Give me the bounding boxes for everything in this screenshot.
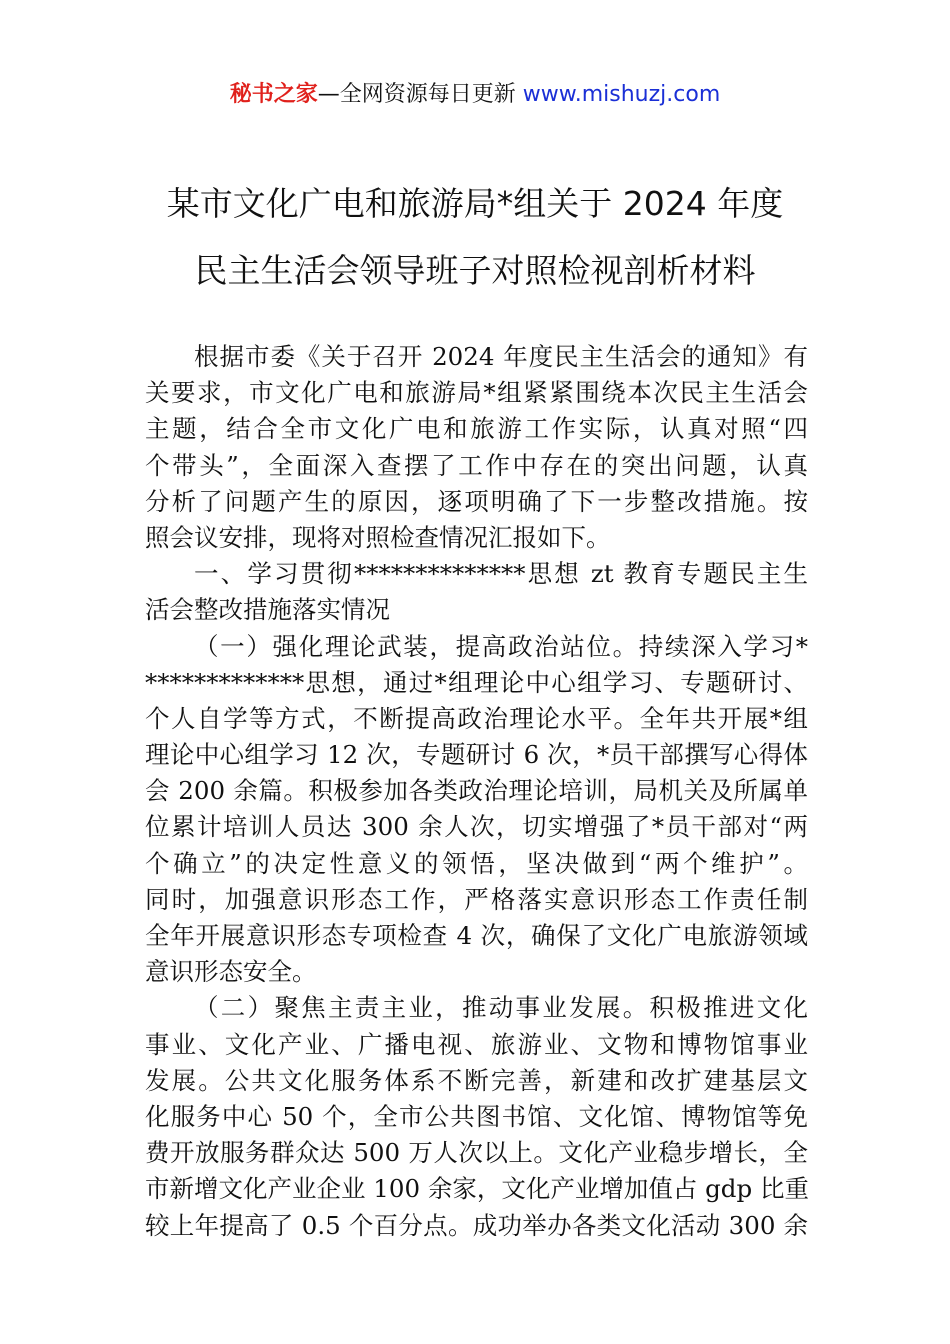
document-body <box>145 339 808 1244</box>
brand-name: 秘书之家 <box>229 82 318 107</box>
body-line: 费开放服务群众达 500 万人次以上。文化产业稳步增长，全 <box>145 1138 808 1168</box>
site-header <box>0 80 950 110</box>
section-heading-line: 一、学习贯彻**************思想 zt 教育专题民主生 <box>194 559 808 589</box>
document-title-line-2: 民主生活会领导班子对照检视剖析材料 <box>194 251 756 290</box>
body-line: 个确立”的决定性意义的领悟，坚决做到“两个维护”。 <box>145 848 808 878</box>
body-line: 理论中心组学习 12 次，专题研讨 6 次，*员干部撰写心得体 <box>145 740 808 770</box>
body-line: 较上年提高了 0.5 个百分点。成功举办各类文化活动 300 余 <box>145 1210 808 1240</box>
body-line: 同时，加强意识形态工作，严格落实意识形态工作责任制 <box>145 884 808 914</box>
body-line: 个带头”，全面深入查摆了工作中存在的突出问题，认真 <box>145 450 808 480</box>
body-line: 分析了问题产生的原因，逐项明确了下一步整改措施。按 <box>145 486 808 516</box>
body-line: 主题，结合全市文化广电和旅游工作实际，认真对照“四 <box>145 414 808 444</box>
header-tagline: —全网资源每日更新 <box>317 82 523 107</box>
body-line: 意识形态安全。 <box>145 957 317 987</box>
body-line: 化服务中心 50 个，全市公共图书馆、文化馆、博物馆等免 <box>145 1101 808 1131</box>
body-line: 会 200 余篇。积极参加各类政治理论培训，局机关及所属单 <box>145 776 808 806</box>
body-line: 个人自学等方式，不断提高政治理论水平。全年共开展*组 <box>145 703 808 733</box>
body-line: 照会议安排，现将对照检查情况汇报如下。 <box>145 522 611 552</box>
document-title-line-1: 某市文化广电和旅游局*组关于 2024 年度 <box>166 184 784 223</box>
body-line: 全年开展意识形态专项检查 4 次，确保了文化广电旅游领域 <box>145 921 808 950</box>
body-line: （二）聚焦主责主业，推动事业发展。积极推进文化 <box>194 993 808 1023</box>
body-line: 关要求，市文化广电和旅游局*组紧紧围绕本次民主生活会 <box>145 378 808 408</box>
body-line: *************思想，通过*组理论中心组学习、专题研讨、 <box>145 667 808 697</box>
site-url-link[interactable]: www.mishuzj.com <box>522 82 721 107</box>
section-heading-line: 活会整改措施落实情况 <box>145 595 390 625</box>
body-line: （一）强化理论武装，提高政治站位。持续深入学习* <box>194 631 808 661</box>
body-line: 发展。公共文化服务体系不断完善，新建和改扩建基层文 <box>145 1065 808 1095</box>
body-line: 事业、文化产业、广播电视、旅游业、文物和博物馆事业 <box>145 1029 808 1059</box>
body-line: 位累计培训人员达 300 余人次，切实增强了*员干部对“两 <box>145 812 808 842</box>
body-line: 根据市委《关于召开 2024 年度民主生活会的通知》有 <box>194 342 808 371</box>
body-line: 市新增文化产业企业 100 余家，文化产业增加值占 gdp 比重 <box>145 1174 809 1204</box>
